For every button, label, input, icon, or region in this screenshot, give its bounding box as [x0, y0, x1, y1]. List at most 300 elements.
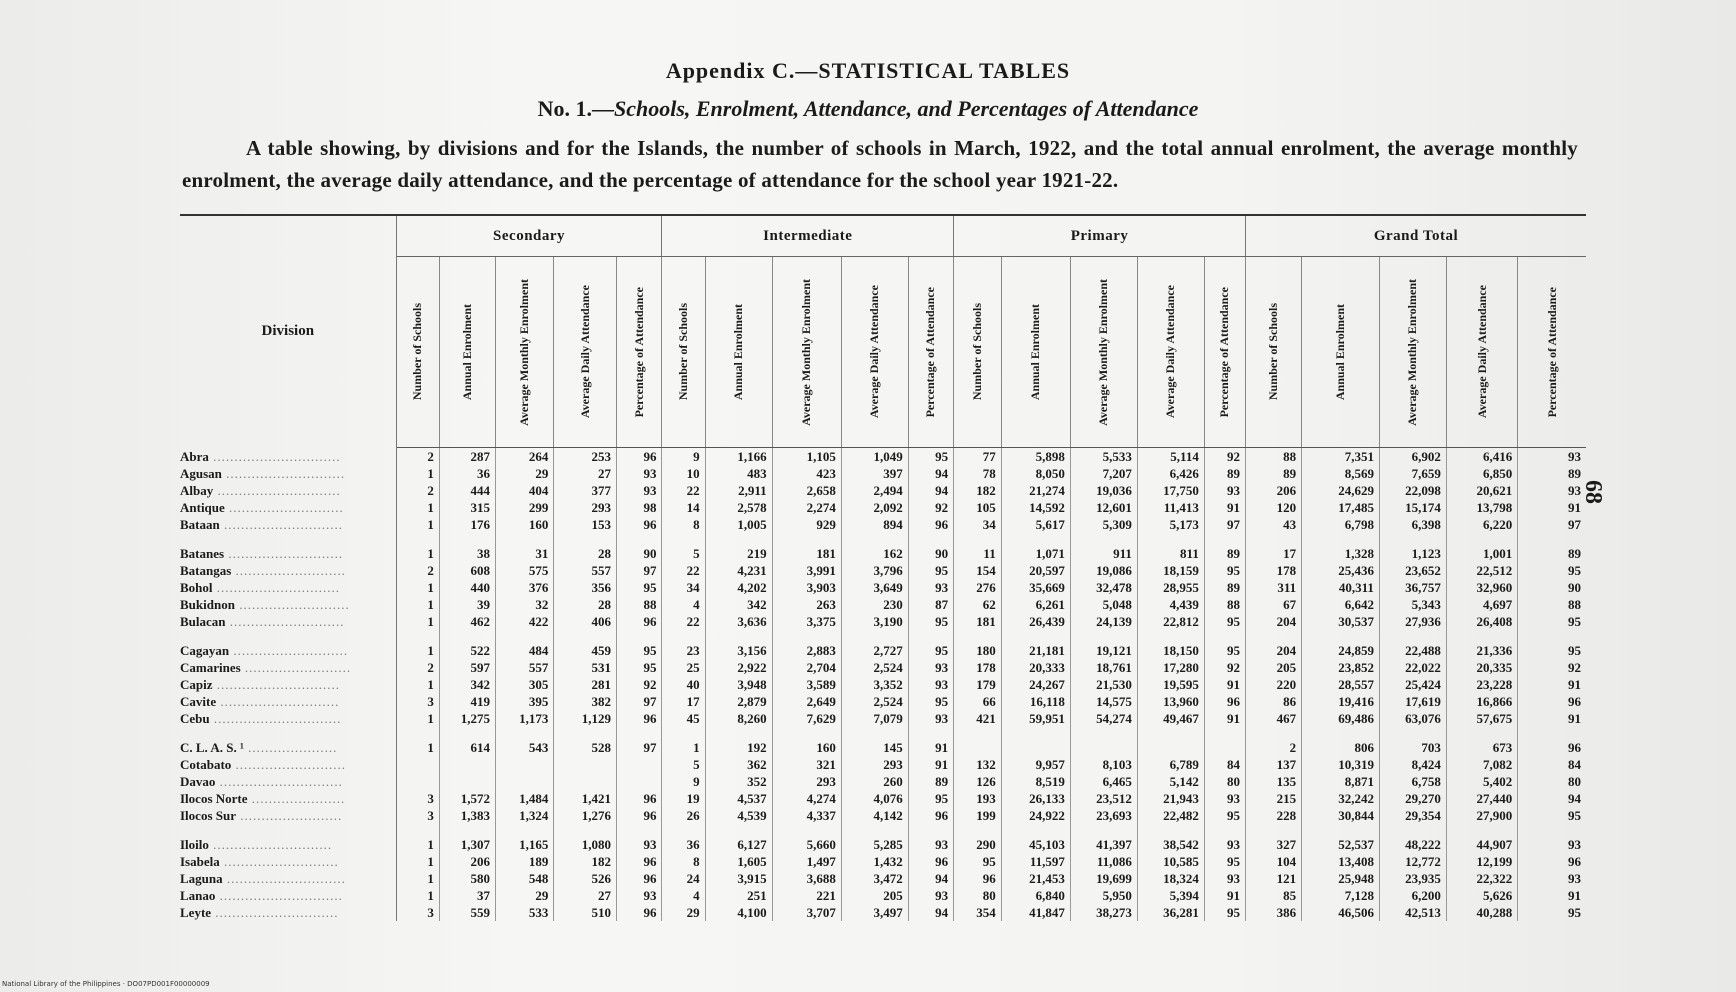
table-cell: 4	[662, 596, 705, 613]
table-row	[180, 482, 1586, 499]
table-cell: 96	[1204, 693, 1245, 710]
table-cell: 93	[617, 836, 662, 853]
column-header	[617, 257, 662, 448]
table-cell: 176	[439, 516, 495, 533]
column-header	[1302, 257, 1380, 448]
table-cell: 6,127	[705, 836, 772, 853]
table-cell: 1,071	[1001, 545, 1070, 562]
table-cell: 25	[662, 659, 705, 676]
table-cell: 96	[908, 516, 953, 533]
table-cell: 205	[841, 887, 908, 904]
column-header-label: Number of Schools	[410, 303, 425, 401]
table-cell: 3	[396, 807, 439, 824]
table-cell: 95	[1518, 904, 1586, 921]
table-cell: 66	[954, 693, 1002, 710]
table-cell: 94	[908, 465, 953, 482]
table-cell: 7,629	[772, 710, 841, 727]
column-header-label: Percentage of Attendance	[631, 286, 646, 418]
table-cell: 132	[954, 756, 1002, 773]
table-cell: 92	[617, 676, 662, 693]
table-cell: 93	[1204, 836, 1245, 853]
table-cell: 120	[1245, 499, 1301, 516]
division-name: Leyte	[180, 905, 212, 920]
table-cell: 8,260	[705, 710, 772, 727]
table-cell: 96	[617, 807, 662, 824]
table-cell: 5,285	[841, 836, 908, 853]
table-cell: 40,288	[1446, 904, 1517, 921]
table-cell: 24,267	[1001, 676, 1070, 693]
table-cell: 29	[496, 887, 554, 904]
table-cell: 806	[1302, 739, 1380, 756]
table-cell: 160	[772, 739, 841, 756]
table-cell: 5,309	[1070, 516, 1137, 533]
division-name: Albay	[180, 483, 214, 498]
table-cell: 20,335	[1446, 659, 1517, 676]
table-cell: 6,642	[1302, 596, 1380, 613]
table-cell: 93	[617, 887, 662, 904]
table-cell	[617, 756, 662, 773]
table-cell: 1	[396, 642, 439, 659]
table-cell: 315	[439, 499, 495, 516]
table-cell: 22,322	[1446, 870, 1517, 887]
table-cell: 17,485	[1302, 499, 1380, 516]
division-name-cell	[180, 836, 396, 853]
table-cell: 12,772	[1379, 853, 1446, 870]
table-description: A table showing, by divisions and for the Islands, the number of schools in March, 1922, and the total annual enrolment, the average monthly enrolment, the average daily attendance, and the percentage of attendance for the school year 1921-22.	[182, 136, 1578, 192]
division-name: Iloilo	[180, 837, 209, 852]
division-name-cell	[180, 448, 396, 466]
table-cell: 321	[772, 756, 841, 773]
table-cell: 90	[617, 545, 662, 562]
column-header	[1204, 257, 1245, 448]
table-cell: 3,688	[772, 870, 841, 887]
table-cell: 21,274	[1001, 482, 1070, 499]
table-cell: 8	[662, 853, 705, 870]
table-row	[180, 904, 1586, 921]
row-spacer	[180, 824, 1586, 836]
table-cell: 1,173	[496, 710, 554, 727]
table-cell: 10,585	[1137, 853, 1204, 870]
table-cell: 178	[1245, 562, 1301, 579]
table-cell: 327	[1245, 836, 1301, 853]
table-cell: 97	[1204, 516, 1245, 533]
table-cell: 27	[554, 465, 617, 482]
table-cell: 93	[617, 482, 662, 499]
table-cell: 352	[705, 773, 772, 790]
scan-footer: National Library of the Philippines · DO07PD001F00000009	[2, 980, 210, 988]
table-cell: 2,274	[772, 499, 841, 516]
leader-dots: ........................	[235, 808, 343, 823]
table-cell: 1	[396, 596, 439, 613]
division-name-cell	[180, 790, 396, 807]
table-cell: 24,629	[1302, 482, 1380, 499]
column-header	[908, 257, 953, 448]
table-cell: 94	[908, 870, 953, 887]
table-number: No. 1.—	[537, 96, 614, 121]
table-cell: 30,537	[1302, 613, 1380, 630]
table-cell: 69,486	[1302, 710, 1380, 727]
table-row	[180, 807, 1586, 824]
table-row	[180, 853, 1586, 870]
table-cell: 17	[1245, 545, 1301, 562]
leader-dots: ......................	[247, 791, 346, 806]
table-cell: 3,796	[841, 562, 908, 579]
table-cell: 96	[1518, 739, 1586, 756]
table-cell: 93	[1204, 790, 1245, 807]
table-row	[180, 465, 1586, 482]
table-cell: 23,693	[1070, 807, 1137, 824]
table-cell: 7,079	[841, 710, 908, 727]
table-cell	[1001, 739, 1070, 756]
table-cell: 4,274	[772, 790, 841, 807]
table-row	[180, 693, 1586, 710]
division-name-cell	[180, 739, 396, 756]
leader-dots: ............................	[219, 517, 343, 532]
division-name-cell	[180, 887, 396, 904]
division-name-cell	[180, 676, 396, 693]
table-cell: 94	[908, 482, 953, 499]
table-cell: 4,337	[772, 807, 841, 824]
table-cell: 35,669	[1001, 579, 1070, 596]
column-header	[1518, 257, 1586, 448]
table-cell: 21,181	[1001, 642, 1070, 659]
table-cell: 22,482	[1137, 807, 1204, 824]
table-cell: 89	[1245, 465, 1301, 482]
table-cell: 9,957	[1001, 756, 1070, 773]
table-cell: 1,276	[554, 807, 617, 824]
division-name-cell	[180, 579, 396, 596]
column-header-label: Number of Schools	[1266, 303, 1281, 401]
table-cell: 48,222	[1379, 836, 1446, 853]
statistics-table	[180, 214, 1586, 921]
table-cell: 386	[1245, 904, 1301, 921]
table-cell: 199	[954, 807, 1002, 824]
column-header	[496, 257, 554, 448]
table-cell: 1,129	[554, 710, 617, 727]
table-cell: 86	[1245, 693, 1301, 710]
table-cell: 77	[954, 448, 1002, 466]
table-cell: 5	[662, 545, 705, 562]
column-header-label: Average Monthly Enrolment	[517, 278, 532, 426]
table-cell: 1	[396, 499, 439, 516]
table-cell: 25,948	[1302, 870, 1380, 887]
table-cell: 894	[841, 516, 908, 533]
division-name-cell	[180, 870, 396, 887]
table-cell: 3	[396, 790, 439, 807]
column-header-label: Percentage of Attendance	[1217, 286, 1232, 418]
table-row	[180, 448, 1586, 466]
table-cell: 91	[1204, 499, 1245, 516]
division-name-cell	[180, 545, 396, 562]
table-cell: 23	[662, 642, 705, 659]
table-cell: 97	[1518, 516, 1586, 533]
table-cell: 533	[496, 904, 554, 921]
group-header-intermediate: Intermediate	[662, 215, 954, 257]
table-cell: 22,488	[1379, 642, 1446, 659]
table-cell: 293	[841, 756, 908, 773]
column-header	[954, 257, 1002, 448]
table-cell: 22,812	[1137, 613, 1204, 630]
table-cell: 293	[554, 499, 617, 516]
column-header-label: Percentage of Attendance	[923, 286, 938, 418]
leader-dots: ..........................	[231, 563, 347, 578]
table-cell: 91	[1204, 676, 1245, 693]
division-name: Cavite	[180, 694, 217, 709]
division-name: Davao	[180, 774, 216, 789]
table-cell: 27	[554, 887, 617, 904]
table-cell: 90	[1518, 579, 1586, 596]
table-cell: 356	[554, 579, 617, 596]
table-cell: 1,165	[496, 836, 554, 853]
table-cell: 1	[396, 613, 439, 630]
table-cell: 557	[496, 659, 554, 676]
table-cell: 95	[908, 448, 953, 466]
table-cell: 22	[662, 562, 705, 579]
table-subject: Schools, Enrolment, Attendance, and Percentages of Attendance	[613, 96, 1199, 121]
table-cell: 32,478	[1070, 579, 1137, 596]
leader-dots: ............................	[221, 466, 346, 481]
division-name: Camarines	[180, 660, 241, 675]
table-cell: 22,098	[1379, 482, 1446, 499]
table-row	[180, 790, 1586, 807]
table-cell: 23,935	[1379, 870, 1446, 887]
table-cell: 27,440	[1446, 790, 1517, 807]
column-header-label: Percentage of Attendance	[1544, 286, 1559, 418]
column-header-label: Annual Enrolment	[731, 303, 746, 401]
table-cell: 89	[908, 773, 953, 790]
table-row	[180, 499, 1586, 516]
table-cell: 251	[705, 887, 772, 904]
division-name-cell	[180, 642, 396, 659]
table-cell: 5,048	[1070, 596, 1137, 613]
table-cell: 483	[705, 465, 772, 482]
statistics-table-wrapper	[180, 214, 1586, 949]
table-cell: 22	[662, 482, 705, 499]
division-name-cell	[180, 807, 396, 824]
table-cell: 6,426	[1137, 465, 1204, 482]
table-cell: 89	[1204, 545, 1245, 562]
table-cell: 91	[1518, 499, 1586, 516]
table-cell: 287	[439, 448, 495, 466]
group-header-grand-total: Grand Total	[1245, 215, 1586, 257]
table-cell: 1,484	[496, 790, 554, 807]
column-header-label: Average Daily Attendance	[577, 285, 592, 419]
table-cell: 180	[954, 642, 1002, 659]
table-cell: 28	[554, 545, 617, 562]
table-cell: 6,798	[1302, 516, 1380, 533]
table-cell	[554, 773, 617, 790]
table-cell: 91	[1518, 676, 1586, 693]
column-header	[705, 257, 772, 448]
column-header	[1070, 257, 1137, 448]
table-cell: 1	[396, 739, 439, 756]
table-cell	[439, 756, 495, 773]
table-cell: 24,922	[1001, 807, 1070, 824]
table-cell: 293	[772, 773, 841, 790]
table-cell: 42,513	[1379, 904, 1446, 921]
group-header-primary: Primary	[954, 215, 1246, 257]
division-name: Cotabato	[180, 757, 232, 772]
column-header	[1379, 257, 1446, 448]
table-cell: 96	[617, 853, 662, 870]
table-cell: 2,578	[705, 499, 772, 516]
table-cell: 95	[1518, 613, 1586, 630]
table-row	[180, 516, 1586, 533]
table-row	[180, 659, 1586, 676]
table-cell: 2,092	[841, 499, 908, 516]
table-cell: 10,319	[1302, 756, 1380, 773]
table-cell: 89	[1204, 579, 1245, 596]
table-cell: 92	[1204, 448, 1245, 466]
table-cell: 21,453	[1001, 870, 1070, 887]
table-cell: 406	[554, 613, 617, 630]
table-cell: 80	[1518, 773, 1586, 790]
table-cell: 3,472	[841, 870, 908, 887]
table-cell: 92	[1204, 659, 1245, 676]
table-cell: 1	[396, 870, 439, 887]
table-cell: 6,850	[1446, 465, 1517, 482]
column-header-label: Number of Schools	[676, 303, 691, 401]
division-name: Laguna	[180, 871, 223, 886]
leader-dots: .....................	[243, 740, 338, 755]
table-cell: 91	[908, 756, 953, 773]
table-cell: 67	[1245, 596, 1301, 613]
leader-dots: ..............................	[208, 448, 341, 464]
table-cell: 90	[908, 545, 953, 562]
table-cell: 21,530	[1070, 676, 1137, 693]
table-cell: 11	[954, 545, 1002, 562]
table-row	[180, 710, 1586, 727]
table-row	[180, 887, 1586, 904]
table-cell: 1	[396, 465, 439, 482]
table-cell: 88	[617, 596, 662, 613]
table-cell: 85	[1245, 887, 1301, 904]
table-cell: 26	[662, 807, 705, 824]
table-cell: 526	[554, 870, 617, 887]
table-cell: 3,649	[841, 579, 908, 596]
table-cell: 154	[954, 562, 1002, 579]
table-cell: 28,955	[1137, 579, 1204, 596]
table-cell: 311	[1245, 579, 1301, 596]
table-cell: 2	[396, 448, 439, 466]
table-cell	[1070, 739, 1137, 756]
division-name: Agusan	[180, 466, 222, 481]
table-cell: 811	[1137, 545, 1204, 562]
table-cell: 126	[954, 773, 1002, 790]
table-cell: 8,103	[1070, 756, 1137, 773]
division-name: Ilocos Norte	[180, 791, 248, 806]
table-cell: 557	[554, 562, 617, 579]
table-cell: 93	[908, 676, 953, 693]
table-cell: 3	[396, 904, 439, 921]
table-cell: 21,943	[1137, 790, 1204, 807]
table-cell: 89	[1518, 545, 1586, 562]
table-cell: 1	[396, 579, 439, 596]
table-cell: 91	[1204, 710, 1245, 727]
table-cell: 1	[396, 853, 439, 870]
table-cell: 27,936	[1379, 613, 1446, 630]
table-cell: 95	[908, 693, 953, 710]
division-name-cell	[180, 853, 396, 870]
table-cell: 37	[439, 887, 495, 904]
table-cell: 4,202	[705, 579, 772, 596]
division-name: Capiz	[180, 677, 213, 692]
table-cell: 88	[1245, 448, 1301, 466]
table-cell: 19,416	[1302, 693, 1380, 710]
division-name: C. L. A. S. ¹	[180, 740, 244, 755]
table-cell: 23,652	[1379, 562, 1446, 579]
table-cell: 95	[908, 613, 953, 630]
table-cell: 3,707	[772, 904, 841, 921]
table-cell: 397	[841, 465, 908, 482]
division-name: Bataan	[180, 517, 220, 532]
table-row	[180, 870, 1586, 887]
table-cell: 221	[772, 887, 841, 904]
table-cell: 6,220	[1446, 516, 1517, 533]
table-cell: 2,879	[705, 693, 772, 710]
table-cell: 95	[617, 659, 662, 676]
table-cell: 8,424	[1379, 756, 1446, 773]
table-cell: 39	[439, 596, 495, 613]
table-cell: 419	[439, 693, 495, 710]
table-cell: 440	[439, 579, 495, 596]
table-cell: 87	[908, 596, 953, 613]
table-cell: 12,199	[1446, 853, 1517, 870]
table-cell: 29,354	[1379, 807, 1446, 824]
table-cell: 12,601	[1070, 499, 1137, 516]
table-cell: 24,859	[1302, 642, 1380, 659]
table-cell: 29	[662, 904, 705, 921]
table-cell: 4,231	[705, 562, 772, 579]
table-cell	[396, 773, 439, 790]
table-cell: 32,960	[1446, 579, 1517, 596]
table-cell: 13,408	[1302, 853, 1380, 870]
table-cell	[554, 756, 617, 773]
table-cell: 96	[617, 516, 662, 533]
table-cell: 162	[841, 545, 908, 562]
table-cell: 80	[1204, 773, 1245, 790]
table-cell: 96	[617, 613, 662, 630]
table-cell: 14,592	[1001, 499, 1070, 516]
table-cell: 404	[496, 482, 554, 499]
division-name-cell	[180, 516, 396, 533]
table-cell: 40,311	[1302, 579, 1380, 596]
table-cell: 21,336	[1446, 642, 1517, 659]
leader-dots: .............................	[211, 905, 339, 920]
table-cell: 19,086	[1070, 562, 1137, 579]
leader-dots: ...........................	[225, 614, 345, 629]
table-cell: 1,275	[439, 710, 495, 727]
table-cell: 1,123	[1379, 545, 1446, 562]
table-cell: 46,506	[1302, 904, 1380, 921]
table-cell: 22	[662, 613, 705, 630]
table-cell: 16,118	[1001, 693, 1070, 710]
table-cell: 93	[1204, 482, 1245, 499]
table-cell: 17	[662, 693, 705, 710]
division-name-cell	[180, 465, 396, 482]
table-cell: 423	[772, 465, 841, 482]
group-header-secondary: Secondary	[396, 215, 662, 257]
table-cell: 8,871	[1302, 773, 1380, 790]
table-cell: 19,699	[1070, 870, 1137, 887]
table-cell: 5,402	[1446, 773, 1517, 790]
table-cell: 62	[954, 596, 1002, 613]
table-title	[0, 96, 1736, 122]
table-cell: 104	[1245, 853, 1301, 870]
table-cell: 1	[396, 836, 439, 853]
table-cell: 5,660	[772, 836, 841, 853]
division-name-cell	[180, 482, 396, 499]
